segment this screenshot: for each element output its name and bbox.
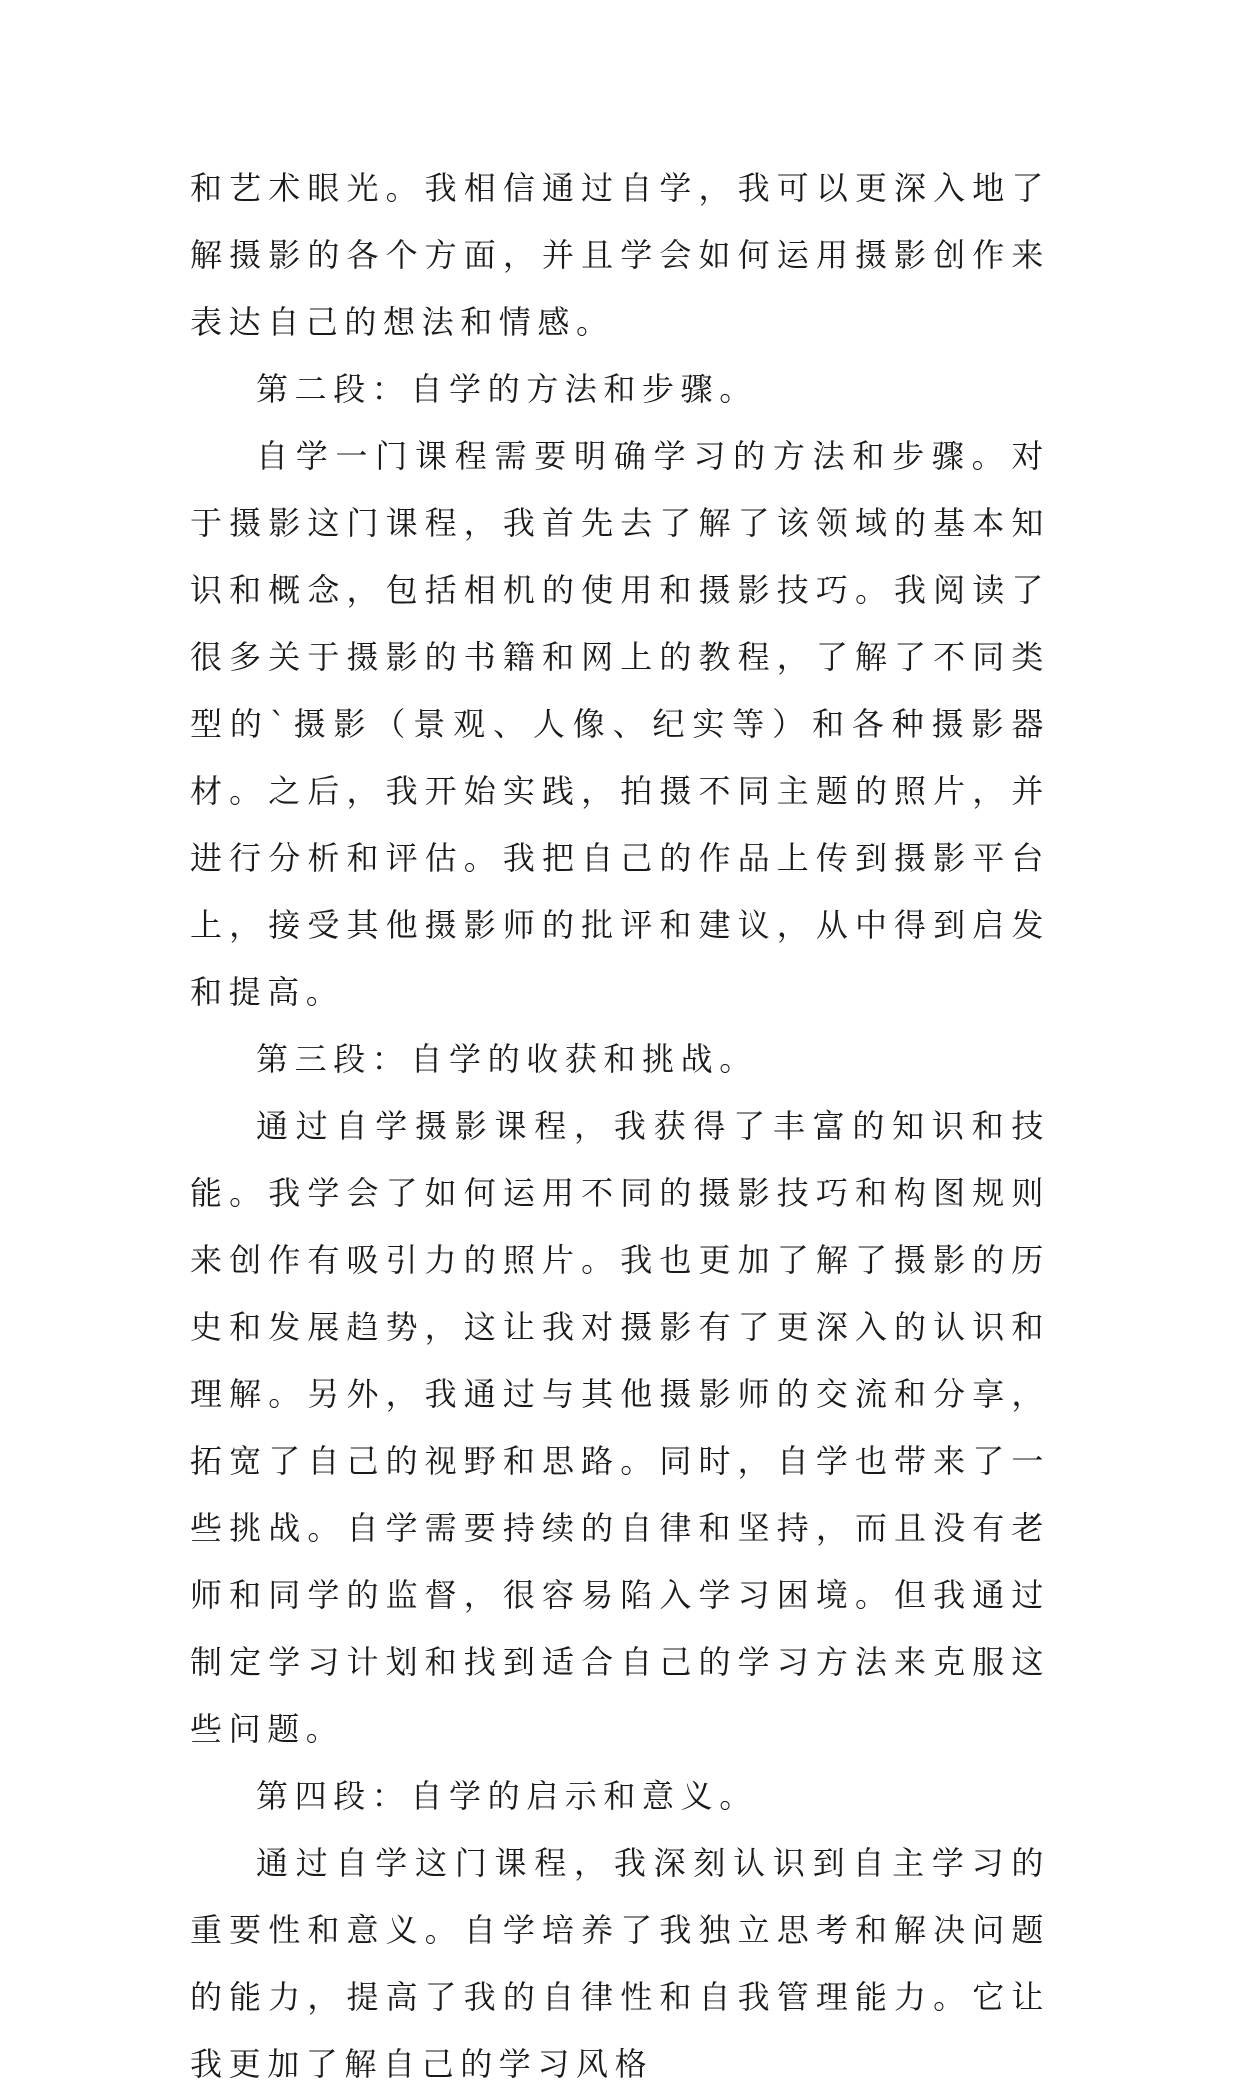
- section-heading-3: 第三段：自学的收获和挑战。: [256, 1040, 758, 1078]
- paragraph-1: 和艺术眼光。我相信通过自学，我可以更深入地了解摄影的各个方面，并且学会如何运用摄影创作来表达自己的想法和情感。: [190, 169, 1050, 341]
- section-heading-2: 第二段：自学的方法和步骤。: [256, 370, 758, 408]
- document-body: [190, 155, 1050, 2098]
- paragraph-3: 通过自学摄影课程，我获得了丰富的知识和技能。我学会了如何运用不同的摄影技巧和构图规则来创作有吸引力的照片。我也更加了解了摄影的历史和发展趋势，这让我对摄影有了更深入的认识和理解。另外，我通过与其他摄影师的交流和分享，拓宽了自己的视野和思路。同时，自学也带来了一些挑战。自学需要持续的自律和坚持，而且没有老师和同学的监督，很容易陷入学习困境。但我通过制定学习计划和找到适合自己的学习方法来克服这些问题。: [190, 1107, 1050, 1748]
- section-heading-4: 第四段：自学的启示和意义。: [256, 1777, 758, 1815]
- paragraph-2: 自学一门课程需要明确学习的方法和步骤。对于摄影这门课程，我首先去了解了该领域的基本知识和概念，包括相机的使用和摄影技巧。我阅读了很多关于摄影的书籍和网上的教程，了解了不同类型的`摄影（景观、人像、纪实等）和各种摄影器材。之后，我开始实践，拍摄不同主题的照片，并进行分析和评估。我把自己的作品上传到摄影平台上，接受其他摄影师的批评和建议，从中得到启发和提高。: [190, 437, 1050, 1011]
- paragraph-4: 通过自学这门课程，我深刻认识到自主学习的重要性和意义。自学培养了我独立思考和解决问题的能力，提高了我的自律性和自我管理能力。它让我更加了解自己的学习风格: [190, 1844, 1050, 2083]
